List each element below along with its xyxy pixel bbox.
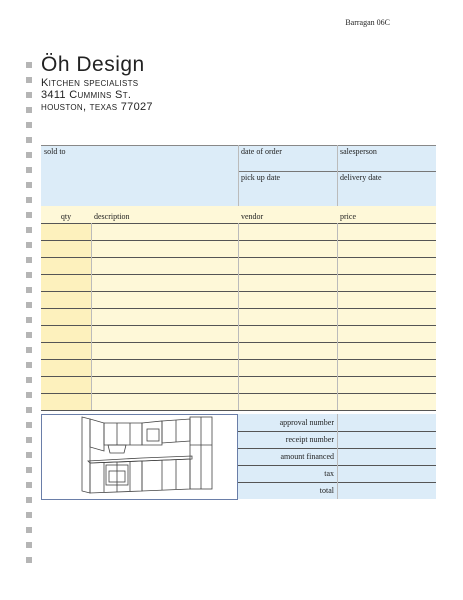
binding-hole bbox=[26, 152, 32, 158]
item-description-cell[interactable] bbox=[91, 325, 238, 342]
item-qty-cell[interactable] bbox=[41, 291, 91, 308]
binding-hole bbox=[26, 257, 32, 263]
item-description-cell[interactable] bbox=[91, 223, 238, 240]
binding-hole bbox=[26, 212, 32, 218]
delivery-date-label: delivery date bbox=[340, 173, 382, 182]
binding-hole bbox=[26, 242, 32, 248]
delivery-date-field[interactable] bbox=[337, 171, 436, 206]
binding-hole bbox=[26, 347, 32, 353]
binding-hole bbox=[26, 107, 32, 113]
item-vendor-cell[interactable] bbox=[238, 393, 337, 410]
binding-hole bbox=[26, 332, 32, 338]
binding-hole bbox=[26, 272, 32, 278]
column-header-price: price bbox=[337, 206, 436, 223]
item-description-cell[interactable] bbox=[91, 257, 238, 274]
company-tagline: Kitchen specialists bbox=[41, 77, 139, 89]
binding-hole bbox=[26, 302, 32, 308]
binding-hole bbox=[26, 422, 32, 428]
sold-to-field[interactable] bbox=[41, 145, 238, 206]
item-vendor-cell[interactable] bbox=[238, 308, 337, 325]
column-divider bbox=[238, 223, 239, 410]
binding-hole bbox=[26, 92, 32, 98]
item-qty-cell[interactable] bbox=[41, 308, 91, 325]
totals-label-amount-financed: amount financed bbox=[238, 448, 337, 465]
binding-hole bbox=[26, 62, 32, 68]
date-of-order-label: date of order bbox=[241, 147, 282, 156]
item-vendor-cell[interactable] bbox=[238, 274, 337, 291]
item-description-cell[interactable] bbox=[91, 240, 238, 257]
binding-hole bbox=[26, 542, 32, 548]
company-name: Öh Design bbox=[41, 53, 145, 76]
item-price-cell[interactable] bbox=[337, 342, 436, 359]
item-description-cell[interactable] bbox=[91, 274, 238, 291]
item-qty-cell[interactable] bbox=[41, 393, 91, 410]
item-description-cell[interactable] bbox=[91, 359, 238, 376]
item-description-cell[interactable] bbox=[91, 393, 238, 410]
item-qty-cell[interactable] bbox=[41, 223, 91, 240]
form-code: Barragan 06C bbox=[345, 18, 390, 27]
item-price-cell[interactable] bbox=[337, 308, 436, 325]
item-vendor-cell[interactable] bbox=[238, 359, 337, 376]
item-vendor-cell[interactable] bbox=[238, 342, 337, 359]
totals-label-tax: tax bbox=[238, 465, 337, 482]
binding-hole bbox=[26, 317, 32, 323]
row-divider bbox=[41, 410, 436, 411]
salesperson-field[interactable] bbox=[337, 145, 436, 171]
binding-hole bbox=[26, 137, 32, 143]
item-description-cell[interactable] bbox=[91, 376, 238, 393]
binding-hole bbox=[26, 362, 32, 368]
company-street: 3411 Cummins St. bbox=[41, 89, 132, 101]
item-qty-cell[interactable] bbox=[41, 240, 91, 257]
date-of-order-field[interactable] bbox=[238, 145, 337, 171]
item-price-cell[interactable] bbox=[337, 240, 436, 257]
item-vendor-cell[interactable] bbox=[238, 376, 337, 393]
totals-value-total[interactable] bbox=[337, 482, 436, 499]
item-price-cell[interactable] bbox=[337, 359, 436, 376]
item-price-cell[interactable] bbox=[337, 257, 436, 274]
totals-value-amount-financed[interactable] bbox=[337, 448, 436, 465]
binding-hole bbox=[26, 122, 32, 128]
binding-hole bbox=[26, 287, 32, 293]
totals-label-approval-number: approval number bbox=[238, 414, 337, 431]
totals-value-receipt-number[interactable] bbox=[337, 431, 436, 448]
column-header-qty: qty bbox=[41, 206, 91, 223]
binding-hole bbox=[26, 452, 32, 458]
binding-hole bbox=[26, 482, 32, 488]
sold-to-label: sold to bbox=[44, 147, 66, 156]
item-price-cell[interactable] bbox=[337, 376, 436, 393]
column-divider bbox=[337, 223, 338, 410]
totals-value-approval-number[interactable] bbox=[337, 414, 436, 431]
binding-hole bbox=[26, 377, 32, 383]
binding-hole bbox=[26, 527, 32, 533]
pick-up-date-label: pick up date bbox=[241, 173, 281, 182]
binding-holes bbox=[26, 62, 33, 572]
item-vendor-cell[interactable] bbox=[238, 240, 337, 257]
column-divider bbox=[337, 414, 338, 499]
item-qty-cell[interactable] bbox=[41, 257, 91, 274]
binding-hole bbox=[26, 407, 32, 413]
item-vendor-cell[interactable] bbox=[238, 223, 337, 240]
item-price-cell[interactable] bbox=[337, 291, 436, 308]
kitchen-illustration bbox=[41, 414, 238, 500]
binding-hole bbox=[26, 392, 32, 398]
item-description-cell[interactable] bbox=[91, 342, 238, 359]
binding-hole bbox=[26, 227, 32, 233]
item-price-cell[interactable] bbox=[337, 223, 436, 240]
totals-label-receipt-number: receipt number bbox=[238, 431, 337, 448]
pick-up-date-field[interactable] bbox=[238, 171, 337, 206]
binding-hole bbox=[26, 182, 32, 188]
column-divider bbox=[91, 223, 92, 410]
binding-hole bbox=[26, 497, 32, 503]
item-qty-cell[interactable] bbox=[41, 359, 91, 376]
item-qty-cell[interactable] bbox=[41, 325, 91, 342]
binding-hole bbox=[26, 197, 32, 203]
item-price-cell[interactable] bbox=[337, 325, 436, 342]
totals-label-total: total bbox=[238, 482, 337, 499]
item-price-cell[interactable] bbox=[337, 274, 436, 291]
company-city: houston, texas 77027 bbox=[41, 101, 153, 113]
item-vendor-cell[interactable] bbox=[238, 257, 337, 274]
item-description-cell[interactable] bbox=[91, 291, 238, 308]
binding-hole bbox=[26, 557, 32, 563]
salesperson-label: salesperson bbox=[340, 147, 377, 156]
column-header-description: description bbox=[91, 206, 238, 223]
column-header-vendor: vendor bbox=[238, 206, 337, 223]
binding-hole bbox=[26, 167, 32, 173]
item-qty-cell[interactable] bbox=[41, 376, 91, 393]
item-vendor-cell[interactable] bbox=[238, 291, 337, 308]
company-block bbox=[41, 53, 153, 113]
item-description-cell[interactable] bbox=[91, 308, 238, 325]
kitchen-cabinet-icon bbox=[42, 415, 237, 499]
totals-value-tax[interactable] bbox=[337, 465, 436, 482]
binding-hole bbox=[26, 77, 32, 83]
item-vendor-cell[interactable] bbox=[238, 325, 337, 342]
item-price-cell[interactable] bbox=[337, 393, 436, 410]
binding-hole bbox=[26, 437, 32, 443]
binding-hole bbox=[26, 512, 32, 518]
item-qty-cell[interactable] bbox=[41, 274, 91, 291]
item-qty-cell[interactable] bbox=[41, 342, 91, 359]
binding-hole bbox=[26, 467, 32, 473]
